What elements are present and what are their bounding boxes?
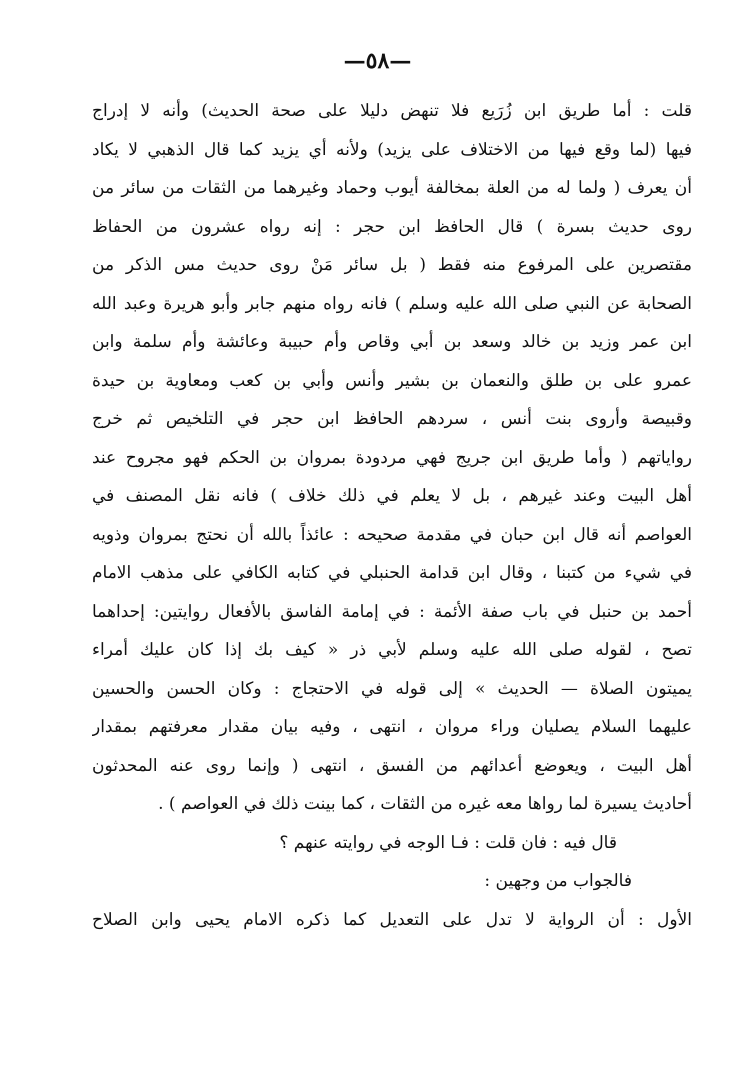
text-line: مقتصرين على المرفوع منه فقط ( بل سائر مَنْ روى حديث مس الذكر من [92,255,692,275]
text-line: أحاديث يسيرة لما رواها معه غيره من الثقات ، كما بينت ذلك في العواصم ) . [158,794,692,814]
text-line: أهل البيت ، ويعوضع أعدائهم من الفسق ، انتهى ( وإنما روى عنه المحدثون [92,755,692,776]
answer-intro: فالجواب من وجهين : [484,871,632,891]
text-line: فيها (لما وقع فيها من الاختلاف على يزيد) ولأنه أي يزيد كما قال الذهبي لا يكاد [92,139,692,160]
text-line: أن يعرف ( ولما له من العلة بمخالفة أيوب وحماد وغيرهما من الثقات من سائر من [92,178,692,198]
text-line: الصحابة عن النبي صلى الله عليه وسلم ) فانه رواه منهم جابر وأبو هريرة وعبد الله [92,293,692,314]
text-line: ابن عمر وزيد بن خالد وسعد بن أبي وقاص وأم حبيبة وعائشة وأم سلمة وابن [92,332,692,352]
text-line: عمرو على بن طلق والنعمان بن بشير وأنس وأبي بن كعب ومعاوية بن حيدة [92,370,692,391]
text-line: عليهما السلام يصليان وراء مروان ، انتهى ، وفيه بيان مقدار معرفتهم بمقدار [92,717,692,737]
text-line: وقبيصة وأروى بنت أنس ، سردهم الحافظ ابن حجر في التلخيص ثم خرج [92,409,692,429]
text-line: روى حديث بسرة ) قال الحافظ ابن حجر : إنه رواه عشرون من الحفاظ [92,216,692,237]
text-line: يميتون الصلاة — الحديث » إلى قوله في الاحتجاج : وكان الحسن والحسين [92,678,692,699]
question-line: قال فيه : فان قلت : فـا الوجه في روايته عنهم ؟ [279,832,617,853]
first-point-line: الأول : أن الرواية لا تدل على التعديل كما ذكره الامام يحيى وابن الصلاح [92,909,692,930]
page-number: —٥٨— [343,48,412,74]
text-line: أحمد بن حنبل في باب صفة الأئمة : في إمامة الفاسق بالأفعال روايتين: إحداهما [92,601,692,622]
text-line: العواصم أنه قال ابن حبان في مقدمة صحيحه : عائذاً بالله أن نحتج بمروان وذويه [92,524,692,545]
text-line: في شيء من كتبنا ، وقال ابن قدامة الحنبلي في كتابه الكافي على مذهب الامام [92,563,692,583]
text-line: رواياتهم ( وأما طريق ابن جريج فهي مردودة بمروان بن الحكم فهو مجروح عند [92,447,692,468]
body-text [92,92,692,939]
text-line: أهل البيت وعند غيرهم ، بل لا يعلم في ذلك خلاف ) فانه نقل المصنف في [92,486,692,506]
text-line: قلت : أما طريق ابن زُرَيع فلا تنهض دليلا على صحة الحديث) وأنه لا إدراج [92,101,692,121]
text-line: تصح ، لقوله صلى الله عليه وسلم لأبي ذر « كيف بك إذا كان عليك أمراء [92,640,692,660]
